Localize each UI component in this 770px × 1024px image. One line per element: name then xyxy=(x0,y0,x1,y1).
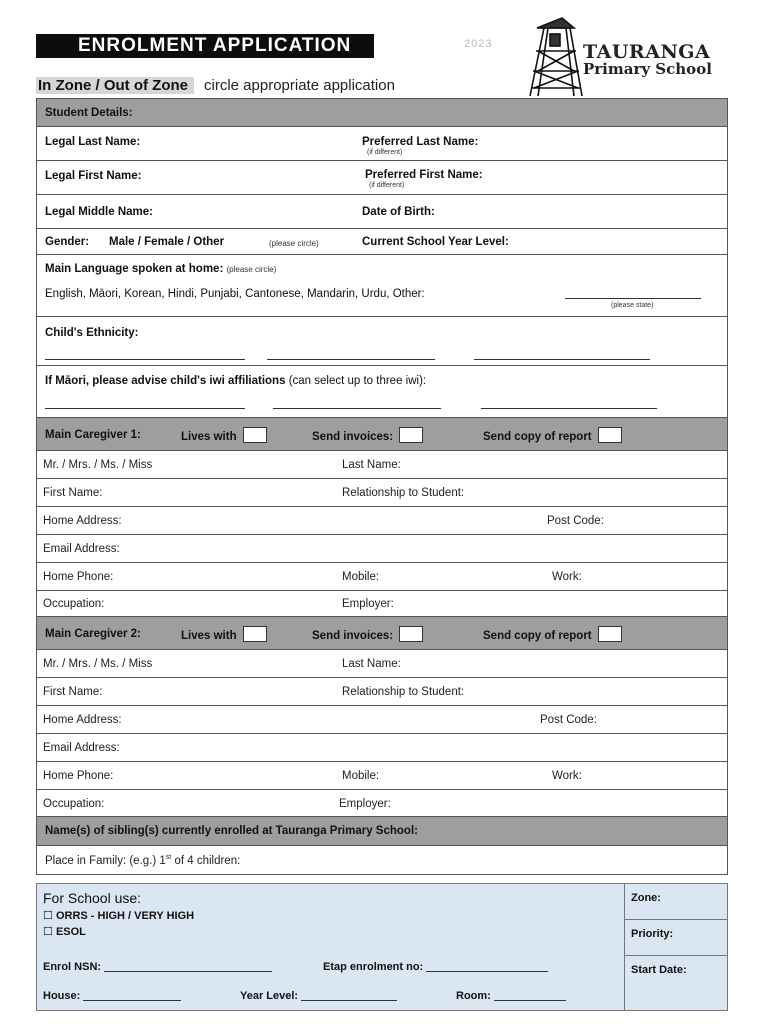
language-other-input[interactable] xyxy=(565,288,701,299)
cg1-first-name-field[interactable]: First Name: xyxy=(43,487,103,499)
gender-label: Gender: xyxy=(45,236,90,248)
cg2-home-address-field[interactable]: Home Address: xyxy=(43,714,122,726)
legal-first-name-field[interactable]: Legal First Name: xyxy=(45,170,142,182)
etap-input[interactable] xyxy=(426,961,548,972)
year-level-input[interactable] xyxy=(301,990,397,1001)
cg1-work-field[interactable]: Work: xyxy=(552,571,582,583)
form-title: ENROLMENT APPLICATION xyxy=(36,34,374,58)
cg1-last-name-field[interactable]: Last Name: xyxy=(342,459,401,471)
cg2-row-address xyxy=(37,706,727,734)
cg2-send-invoices-checkbox[interactable] xyxy=(399,626,423,642)
tower-icon xyxy=(530,18,582,96)
cg2-home-phone-field[interactable]: Home Phone: xyxy=(43,770,114,782)
cg1-row-name xyxy=(37,451,727,479)
caregiver1-section-header: Main Caregiver 1: Lives with Send invoices: Send copy of report xyxy=(37,418,727,451)
cg1-occupation-field[interactable]: Occupation: xyxy=(43,598,105,610)
cg2-relationship-field[interactable]: Relationship to Student: xyxy=(342,686,465,698)
place-in-family-field[interactable]: Place in Family: (e.g.) 1st of 4 children: xyxy=(45,854,241,867)
orrs-checkbox[interactable]: ☐ xyxy=(43,910,53,922)
cg1-post-code-field[interactable]: Post Code: xyxy=(547,515,604,527)
ethnicity-input-1[interactable] xyxy=(45,349,245,360)
cg2-send-report-checkbox[interactable] xyxy=(598,626,622,642)
legal-middle-name-field[interactable]: Legal Middle Name: xyxy=(45,206,153,218)
dob-field[interactable]: Date of Birth: xyxy=(362,206,435,218)
cg2-work-field[interactable]: Work: xyxy=(552,770,582,782)
preferred-first-name-field[interactable]: Preferred First Name: xyxy=(365,169,483,181)
cg2-first-name-field[interactable]: First Name: xyxy=(43,686,103,698)
cg2-row-first xyxy=(37,678,727,706)
gender-options[interactable]: Male / Female / Other xyxy=(109,236,225,248)
row-last-name: Legal Last Name: Preferred Last Name: (if different) xyxy=(37,127,727,161)
legal-last-name-field[interactable]: Legal Last Name: xyxy=(45,136,141,148)
place-in-family-row xyxy=(37,846,727,874)
row-gender: Gender: Male / Female / Other (please circle) Current School Year Level: xyxy=(37,229,727,255)
zone-selector xyxy=(36,76,395,96)
ethnicity-input-3[interactable] xyxy=(474,349,650,360)
priority-field[interactable]: Priority: xyxy=(625,920,728,956)
siblings-field[interactable]: Name(s) of sibling(s) currently enrolled at Tauranga Primary School: xyxy=(45,825,418,837)
cg1-lives-with-checkbox[interactable] xyxy=(243,427,267,443)
cg1-send-invoices-checkbox[interactable] xyxy=(399,427,423,443)
enrolment-form xyxy=(36,98,728,875)
cg1-mobile-field[interactable]: Mobile: xyxy=(342,571,380,583)
cg1-row-phone xyxy=(37,563,727,591)
cg2-email-field[interactable]: Email Address: xyxy=(43,742,120,754)
cg1-row-first xyxy=(37,479,727,507)
iwi-label: If Māori, please advise child's iwi affiliations xyxy=(45,375,286,387)
language-label: Main Language spoken at home: xyxy=(45,263,224,275)
caregiver2-section-header: Main Caregiver 2: Lives with Send invoices: Send copy of report xyxy=(37,617,727,650)
zone-hint: circle appropriate application xyxy=(204,77,395,94)
school-use-box: For School use: ☐ ORRS - HIGH / VERY HIGH ☐ ESOL Enrol NSN: Etap enrolment no: House: Year Level: Room: Zone: Priority: Start Date: xyxy=(36,883,728,1011)
start-date-field[interactable]: Start Date: xyxy=(631,964,687,976)
row-language: Main Language spoken at home: (please circle) English, Māori, Korean, Hindi, Punjabi, Cantonese, Mandarin, Urdu, Other: (please state) xyxy=(37,255,727,317)
row-iwi: If Māori, please advise child's iwi affiliations (can select up to three iwi): xyxy=(37,366,727,418)
preferred-last-name-field[interactable]: Preferred Last Name: xyxy=(362,136,479,148)
year-level-field[interactable]: Current School Year Level: xyxy=(362,236,509,248)
row-middle-dob xyxy=(37,195,727,229)
iwi-input-2[interactable] xyxy=(273,398,441,409)
cg1-employer-field[interactable]: Employer: xyxy=(342,598,394,610)
cg1-row-email xyxy=(37,535,727,563)
school-use-title: For School use: xyxy=(43,890,142,906)
cg1-home-phone-field[interactable]: Home Phone: xyxy=(43,571,114,583)
cg1-row-occupation xyxy=(37,591,727,617)
cg2-row-name xyxy=(37,650,727,678)
enrol-nsn-input[interactable] xyxy=(104,961,272,972)
cg1-send-report-checkbox[interactable] xyxy=(598,427,622,443)
iwi-input-3[interactable] xyxy=(481,398,657,409)
zone-field[interactable]: Zone: xyxy=(625,884,728,920)
language-options[interactable]: English, Māori, Korean, Hindi, Punjabi, Cantonese, Mandarin, Urdu, Other: xyxy=(45,288,425,300)
cg2-row-email xyxy=(37,734,727,762)
in-zone-option[interactable]: In Zone / Out of Zone xyxy=(36,77,194,94)
ethnicity-input-2[interactable] xyxy=(267,349,435,360)
row-ethnicity xyxy=(37,317,727,366)
cg2-occupation-field[interactable]: Occupation: xyxy=(43,798,105,810)
cg1-row-address xyxy=(37,507,727,535)
cg2-employer-field[interactable]: Employer: xyxy=(339,798,391,810)
cg2-row-occupation xyxy=(37,790,727,817)
student-section-header: Student Details: xyxy=(37,99,727,127)
room-input[interactable] xyxy=(494,990,566,1001)
cg2-title-field[interactable]: Mr. / Mrs. / Ms. / Miss xyxy=(43,658,153,670)
school-subtitle: Primary School xyxy=(583,60,712,78)
house-input[interactable] xyxy=(83,990,181,1001)
esol-checkbox[interactable]: ☐ xyxy=(43,926,53,938)
school-use-sidebar xyxy=(624,884,728,1010)
cg1-email-field[interactable]: Email Address: xyxy=(43,543,120,555)
school-name: TAURANGA xyxy=(583,41,711,63)
cg2-post-code-field[interactable]: Post Code: xyxy=(540,714,597,726)
iwi-input-1[interactable] xyxy=(45,398,245,409)
cg2-last-name-field[interactable]: Last Name: xyxy=(342,658,401,670)
cg1-title-field[interactable]: Mr. / Mrs. / Ms. / Miss xyxy=(43,459,153,471)
cg2-row-phone xyxy=(37,762,727,790)
siblings-section-header xyxy=(37,817,727,846)
cg2-mobile-field[interactable]: Mobile: xyxy=(342,770,380,782)
cg1-home-address-field[interactable]: Home Address: xyxy=(43,515,122,527)
cg1-relationship-field[interactable]: Relationship to Student: xyxy=(342,487,465,499)
row-first-name: Legal First Name: Preferred First Name: (if different) xyxy=(37,161,727,195)
cg2-lives-with-checkbox[interactable] xyxy=(243,626,267,642)
ethnicity-label: Child's Ethnicity: xyxy=(45,327,139,339)
form-year: 2023 xyxy=(464,38,493,50)
